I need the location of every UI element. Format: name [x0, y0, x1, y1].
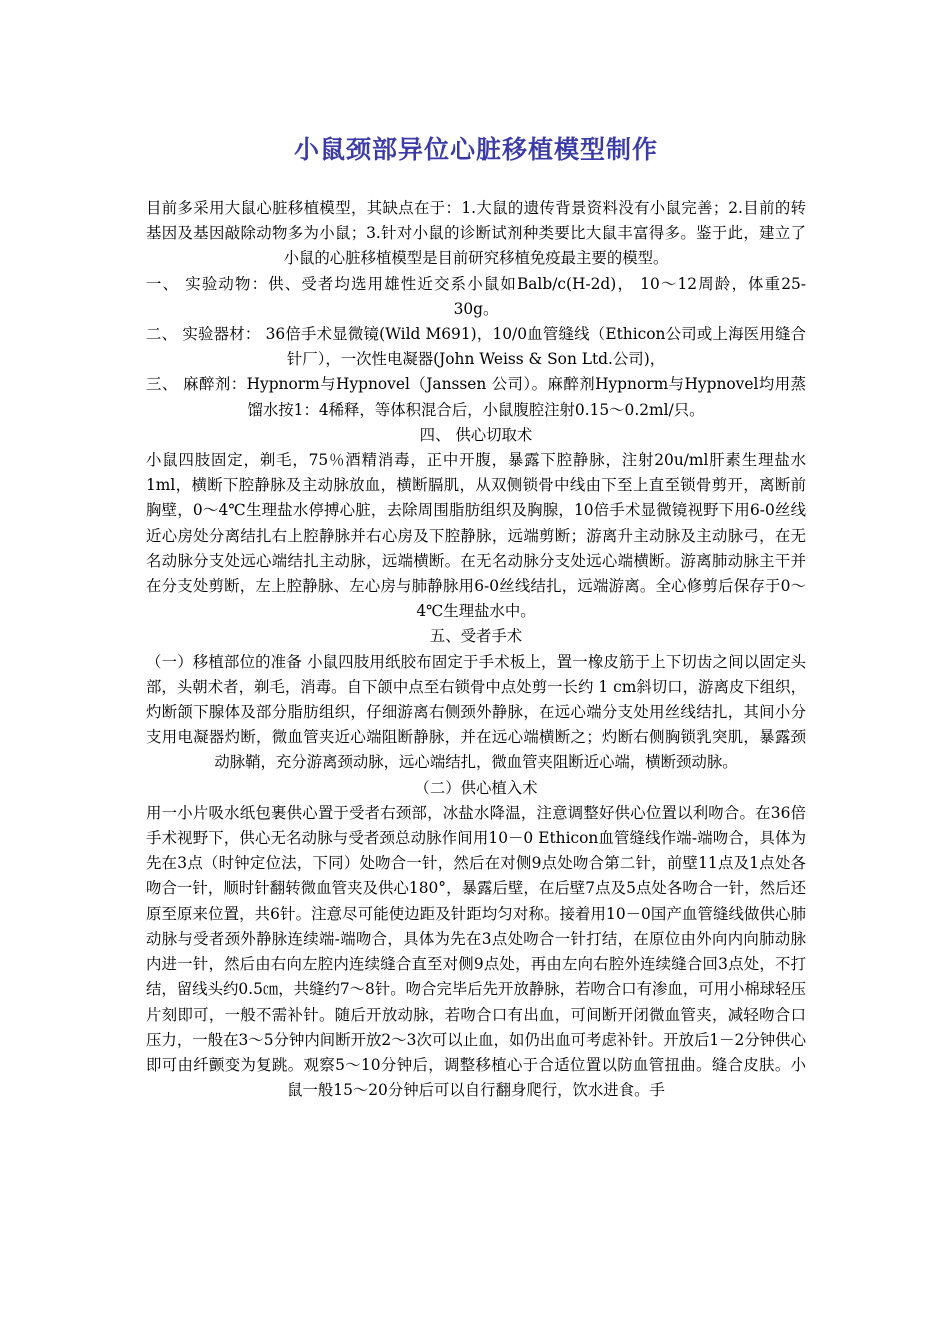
section-anesthetic: 三、 麻醉剂：Hypnorm与Hypnovel（Janssen 公司）。麻醉剂Hypnorm与Hypnovel均用蒸馏水按1：4稀释，等体积混合后，小鼠腹腔注射0.15～0.2ml/只。: [146, 375, 806, 419]
section-equipment: 二、 实验器材： 36倍手术显微镜(Wild M691)，10/0血管缝线（Ethicon公司或上海医用缝合针厂），一次性电凝器(John Weiss & Son Ltd.公司)，: [146, 325, 806, 369]
document-title: 小鼠颈部异位心脏移植模型制作: [293, 135, 658, 164]
document-page: [146, 132, 806, 1103]
section-animals: 一、 实验动物：供、受者均选用雄性近交系小鼠如Balb/c(H-2d)， 10～12周龄，体重25-30g。: [146, 274, 806, 318]
heading-recipient-surgery: 五、受者手术: [429, 627, 523, 646]
heading-donor-harvest: 四、 供心切取术: [419, 425, 533, 444]
site-preparation-paragraph: （一）移植部位的准备 小鼠四肢用纸胶布固定于手术板上，置一橡皮筋于上下切齿之间以固定头部，头朝术者，剃毛，消毒。自下颌中点至右锁骨中点处剪一长约 1 cm斜切口，游离皮下组织，灼断颌下腺体及部分脂肪组织，仔细游离右侧颈外静脉，在远心端分支处用丝线结扎，其间小分支用电凝器灼断，微血管夹近心端阻断静脉，并在远心端横断之；灼断右侧胸锁乳突肌，暴露颈动脉鞘，充分游离颈动脉，远心端结扎，微血管夹阻断近心端，横断颈动脉。: [146, 652, 806, 772]
heading-heart-implantation: （二）供心植入术: [414, 778, 538, 797]
intro-paragraph: 目前多采用大鼠心脏移植模型，其缺点在于：1.大鼠的遗传背景资料没有小鼠完善；2.目前的转基因及基因敲除动物多为小鼠；3.针对小鼠的诊断试剂种类要比大鼠丰富得多。鉴于此，建立了小鼠的心脏移植模型是目前研究移植免疫最主要的模型。: [146, 199, 806, 268]
implantation-paragraph: 用一小片吸水纸包裹供心置于受者右颈部，冰盐水降温，注意调整好供心位置以利吻合。在36倍手术视野下，供心无名动脉与受者颈总动脉作间用10－0 Ethicon血管缝线作端-端吻合，具体为先在3点（时钟定位法，下同）处吻合一针，然后在对侧9点处吻合第二针，前壁11点及1点处各吻合一针，顺时针翻转微血管夹及供心180°，暴露后壁，在后壁7点及5点处各吻合一针，然后还原至原来位置，共6针。注意尽可能使边距及针距均匀对称。接着用10－0国产血管缝线做供心肺动脉与受者颈外静脉连续端-端吻合，具体为先在3点处吻合一针打结，在原位由外向内向肺动脉内进一针，然后由右向左腔内连续缝合直至对侧9点处，再由左向右腔外连续缝合回3点处，不打结，留线头约0.5㎝，共缝约7～8针。吻合完毕后先开放静脉，若吻合口有渗血，可用小棉球轻压片刻即可，一般不需补针。随后开放动脉，若吻合口有出血，可间断开闭微血管夹，减轻吻合口压力，一般在3～5分钟内间断开放2～3次可以止血，如仍出血可考虑补针。开放后1－2分钟供心即可由纤颤变为复跳。观察5～10分钟后，调整移植心于合适位置以防血管扭曲。缝合皮肤。小鼠一般15～20分钟后可以自行翻身爬行，饮水进食。手: [146, 803, 806, 1100]
donor-harvest-paragraph: 小鼠四肢固定，剃毛，75％酒精消毒，正中开腹，暴露下腔静脉，注射20u/ml肝素生理盐水1ml，横断下腔静脉及主动脉放血，横断膈肌，从双侧锁骨中线由下至上直至锁骨剪开，离断前胸壁，0～4℃生理盐水停搏心脏，去除周围脂肪组织及胸腺，10倍手术显微镜视野下用6-0丝线近心房处分离结扎右上腔静脉并右心房及下腔静脉，远端剪断；游离升主动脉及主动脉弓，在无名动脉分支处远心端结扎主动脉，远端横断。在无名动脉分支处远心端横断。游离肺动脉主干并在分支处剪断，左上腔静脉、左心房与肺静脉用6-0丝线结扎，远端游离。全心修剪后保存于0～4℃生理盐水中。: [146, 451, 806, 621]
document-body: [146, 196, 806, 1103]
